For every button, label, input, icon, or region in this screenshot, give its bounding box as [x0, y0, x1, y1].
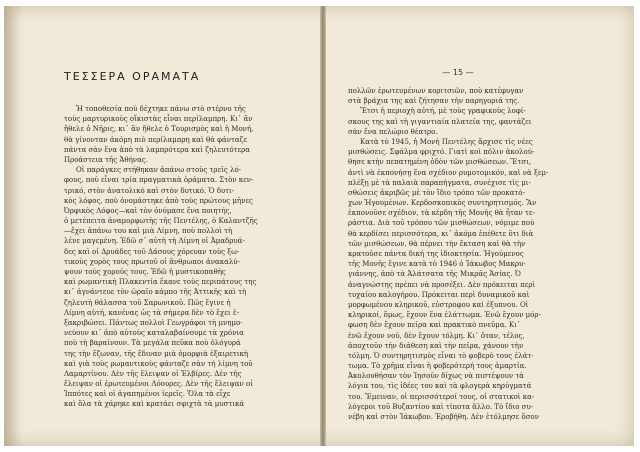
text-line: καὶ γιὰ τοὺς ρωμαντικοὺς φάνταζε σὰν τὴ λίμνη τοῦ — [64, 359, 253, 368]
text-line: ὁ μετέπειτα ἀναμορφωτὴς τῆς Πεντέλης, ὁ Καλαντζῆς — [64, 217, 258, 226]
book-spread — [4, 6, 634, 446]
text-line: ἐνῶ ἔχουν νοῦ, δὲν ἔχουν τόλμη. Κι᾿ ὅταν, τέλος, — [348, 331, 525, 340]
right-page-text — [348, 86, 588, 422]
text-line: Ἔτσι ἡ περιοχὴ αὐτή, μὲ τοὺς γραφικοὺς λοφί- — [360, 107, 526, 116]
text-line: τῶν μισθώσεων, θὰ πέρνει τὴν ἔκταση καὶ θὰ τὴν — [348, 239, 526, 248]
text-line: Λίμνη αὐτή, κανένας ὡς τὰ σήμερα δὲν τὸ ἔχει ἐ- — [64, 308, 240, 317]
text-line: σὰν ἕνα πελώριο θέατρο. — [348, 127, 438, 136]
text-line: τῆς Μονῆς ἔγινε κατὰ τὸ 1946 ὁ Ἰάκωβος Μακρυ- — [348, 260, 526, 269]
text-line: ἔλειψαν οἱ ἐρωτευμένοι Λόουρες. Δὲν τῆς ἔλειψαν οἱ — [64, 380, 253, 389]
text-line: πολλῶν ἐρωτευμένων κοριτσιῶν, ποὺ κατέφυγαν — [348, 87, 524, 95]
text-line: ἀποχτοῦν τὴν διάθεση καὶ τὴν πεῖρα, χάνουν τὴν — [348, 341, 524, 350]
text-line: Λαμαρτίνου. Δὲν τῆς ἔλειψαν οἱ Ἐλβίρες. Δὲν τῆς — [64, 369, 242, 378]
text-line: ἤθελε ὁ Νῆρις, κι᾿ ἂν ἤθελε ὁ Τουρισμὸς καὶ ἡ Μονή, — [64, 125, 254, 134]
text-line: Προάστεια τῆς Ἀθήνας. — [64, 155, 148, 164]
text-line: λόγια του, τὶς ἰδέες του καὶ τὰ φλογερὰ κηρύγματά — [348, 382, 532, 391]
text-line: τυχαίου καλογήρου. Πρόκειται περὶ δυναμικοῦ καὶ — [348, 290, 530, 299]
text-line: καὶ ὅλα τὰ χάρηκε καὶ κρατάει σφιχτὰ τὰ μυστικά — [64, 400, 245, 409]
text-line: πλέξῃ μὲ τὰ παλαιὰ παραπήγματα, συνέχισε τὶς μι- — [348, 178, 531, 187]
page-edge-stain — [4, 6, 22, 446]
text-line: δες καὶ οἱ Δρυάδες τοῦ Δάσους χόρευαν τοὺς ξω- — [64, 247, 240, 256]
text-line: κι᾿ ἀγνάντευε τὸν ὡραῖο κάμπο τῆς Ἀττικῆς καὶ τὴ — [64, 288, 247, 297]
text-line: φους, ποὺ εἶναι τρία πραγματικὰ ὁράματα. Στὸν κεν- — [64, 176, 254, 185]
text-line: τωμα. Τὸ χρῆμα εἶναι ἡ φοβερότερή τους ἀμαρτία. — [348, 362, 527, 371]
text-line: Ἀκολουθήσαν τὸν Ἰησοῦν δίχως νὰ πιστέψουν τὰ — [348, 372, 525, 381]
text-line: θησε κτὴν πεπατημένη ὁδὸν τῶν μισθώσεων. Ἔτσι, — [348, 158, 532, 167]
text-line: ἐκπονοῦσε σχέδιον, τὰ κέρδη τῆς Μονῆς θὰ ἦταν τε- — [348, 209, 535, 218]
text-line: τρικό, στὸν ἀνατολικὸ καὶ στὸν δυτικό. Ὁ δυτι- — [64, 186, 235, 195]
right-page — [326, 6, 634, 446]
text-line: Ἱππότες καὶ οἱ ἀγαπημένοι ἱερεῖς. Ὅλα τὰ εἶχε — [64, 390, 231, 399]
text-line: γιάννης, ἀπὸ τὰ Ἀλάτσατα τῆς Μικρᾶς Ἀσίας. Ὁ — [348, 270, 521, 279]
text-line: ἀναγνώστης πρέπει νὰ προσέξει. Δὲν πρόκειται περὶ — [348, 280, 536, 289]
text-line: —ἔχει ἀπάνω του καὶ μιὰ Λίμνη, ποὺ πολλοὶ τὴ — [64, 227, 233, 236]
text-line: κληρικοί, ὅμως, ἔχουν ἕνα ἐλάττωμα. Ἐνῶ ἔχουν μόρ- — [348, 311, 541, 320]
text-line: τοὺς μαρτυρικοὺς οἴκιστὰς εἶναι περίλαμπρη. Κι᾿ ἂν — [64, 115, 253, 124]
text-line: ζηλευτὴ θάλασσα τοῦ Σαρωνικοῦ. Πῶς ἔγινε ἡ — [64, 298, 231, 307]
left-page-text — [64, 104, 284, 410]
text-line: της τὴν ἔζωναν, τῆς ἔδιναν μιὰ ὀμορφιὰ ἐξαιρετικὴ — [64, 349, 249, 358]
text-line: ποὺ τὴ βαραίνουν. Τὰ μεγάλα πεῦκα ποὺ ὀλόγυρά — [64, 339, 241, 348]
text-line: ψουν τοὺς χορούς τους. Ἐδῶ ἡ μυστικοπαθὴς — [64, 268, 226, 276]
text-line: ἀντὶ νὰ ἐκπονήσῃ ἕνα σχέδιον ρυμοτομικόν, καὶ νὰ ξεμ- — [348, 168, 549, 177]
text-line: Ὀρφικὸς Λόφος—καὶ τὸν ὀνόμασε ἕνα ποιητής, — [64, 206, 232, 215]
text-line: σκους της καὶ τὴ γιγαντιαία πλατεία της, φαντάζει — [348, 117, 532, 126]
text-line: λένε μαγεμένη. Ἐδῶ σ᾿ αὐτὴ τὴ Λίμνη οἱ Ἀμαδρυά- — [64, 237, 245, 246]
text-line: ξακριβώσει. Πάντως πολλοὶ Γεωγράφοι τὴ μνημο- — [64, 318, 243, 327]
text-line: κὸς λόφος, ποὺ ὀνομάστηκε ἀπὸ τοὺς πρώτους μῆνες — [64, 196, 253, 205]
text-line: πάντα σὰν ἕνα ἀπὸ τὰ λαμπρότερα καὶ ζηλευτότερα — [64, 145, 250, 154]
text-line: ράστια. Διὰ τοῦ τρόπου τῶν μισθώσεων, νόμιμε ποὺ — [348, 219, 535, 228]
text-line: κρατοῦσε πάντα δική της ἰδιοκτησία. Ἡγούμενος — [348, 250, 524, 258]
left-page — [4, 6, 320, 446]
text-line: φωση δὲν ἔχουν πεῖρα καὶ πρακτικὸ πνεῦμα. Κι᾿ — [348, 321, 521, 330]
text-line: θὰ κερδίσει περισσότερα, κι᾿ ἀκόμα ἐπέθετε ὅτι διὰ — [348, 229, 534, 238]
text-line: νέβη καὶ στὸν Ἰάκωβον. Ἐροβήθη. Δὲν ἐτόλμησε ὅσον — [348, 413, 539, 421]
text-line: σθώσεις ἀκριβῶς μὲ τὸν ἴδιο τρόπο τῶν προκατό- — [348, 188, 525, 197]
text-line: τόλμη. Ὁ συντηρητισμὸς εἶναι τὸ φοβερὸ τους ἐλάτ- — [348, 351, 534, 360]
text-line: λόγεροι τοῦ Βυζαντίου καὶ τίποτα ἄλλο. Τὸ ἴδιο συ- — [348, 402, 534, 411]
text-line: στὰ βράχια της καὶ ζήτησαν τὴν παρηγοριά της. — [348, 97, 520, 106]
text-line: Οἱ παράγκες στήθηκαν ἀπάνω στοὺς τρεῖς λό- — [76, 166, 242, 175]
text-line: μορφωμένου κληρικοῦ, εὐστροφου καὶ ἐξυπνου. Οἱ — [348, 300, 529, 309]
text-line: Ἡ τοποθεσία ποὺ δέχτηκε πάνω στὸ στέρνο τῆς — [76, 105, 246, 113]
text-line: χων Ἡγουμένων. Κερδοσκοπικὸς συντηρητισμός. Ἂν — [348, 199, 537, 208]
text-line: νεύουν κι᾿ ἀπὸ αὐτοὺς καταλαβαίνουμε τὰ χρόνια — [64, 329, 244, 338]
text-line: του. Ἔμειναν, οἱ περισσότεροί τους, οἱ στατικοὶ κα- — [348, 392, 535, 401]
text-line: καὶ ρωμαντικὴ Πλακεντία ἔκανε τοὺς περιπάτους της — [64, 278, 257, 287]
text-line: θὰ γίνονταν ἀκόμη πιὸ περίλαμπρη καὶ θὰ φάνταζε — [64, 135, 248, 144]
text-line: τικοὺς χορὸς τους πρωτοῦ οἱ ἄνθρωποι ἀνακαλύ- — [64, 257, 240, 266]
text-line: Κατὰ τὸ 1945, ἡ Μονὴ Πεντέλης ἄρχισε τὶς νέες — [360, 137, 533, 146]
text-line: μισθώσεις. Σφάλμα φριχτό. Γιατὶ κοὶ πόλιν ἀκολού- — [348, 148, 535, 157]
page-number: — 15 — — [442, 68, 474, 77]
chapter-title: ΤΕΣΣΕΡΑ ΟΡΑΜΑΤΑ — [64, 70, 201, 83]
